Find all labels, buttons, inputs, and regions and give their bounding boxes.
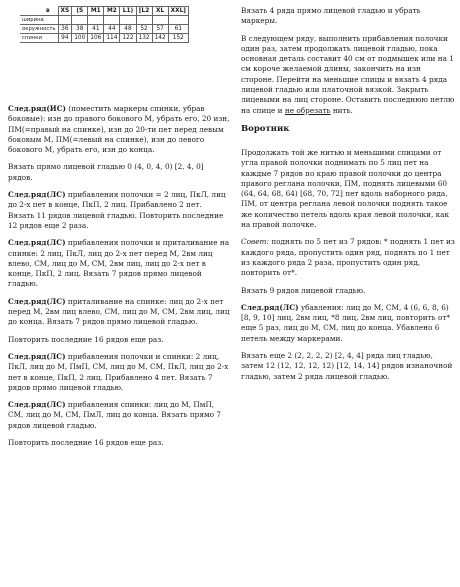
size-col: M2 [104, 7, 120, 16]
cell: 61 [168, 25, 188, 34]
cell [88, 16, 104, 25]
size-table [20, 6, 189, 43]
cell: 152 [168, 34, 188, 43]
paragraph [8, 238, 230, 289]
cell: 132 [136, 34, 152, 43]
right-column [241, 6, 455, 389]
table-row [20, 16, 188, 25]
size-col: (S [72, 7, 88, 16]
row-label: ширина [20, 16, 58, 25]
cell: 114 [104, 34, 120, 43]
size-col: L1) [120, 7, 136, 16]
paragraph-text: В следующем ряду, выполнить прибавления полочки один раз, затем продолжать лицевой гладью, пока основная деталь составит 40 см от подмышек или на 1 см короче желаемой длины, закончить на изн стороне. Перейти на меньшие спицы и вязать 4 ряда лицевой гладью или платочной вязкой. Закрыть лицевыми на лиц стороне. Оставить последнюю петлю на спице и [241, 33, 455, 115]
paragraph-text: нить. [330, 105, 353, 115]
cell: 142 [152, 34, 168, 43]
underlined-text: не обрезать [284, 105, 331, 115]
paragraph: Вязать 4 ряда прямо лицевой гладью и убрать маркеры. [241, 6, 421, 26]
paragraph: Повторить последние 16 рядов еще раз. [8, 438, 164, 448]
size-col: XL [152, 7, 168, 16]
row-heading: След.ряд(ЛС) [8, 351, 66, 361]
paragraph-text: поднять по 5 пет из 7 рядов: * поднять 1 пет из каждого ряда, пропустить один ряд, поднять по 1 пет из каждого ряда 2 раза, пропустить один ряд, повторить от*. [241, 237, 455, 278]
table-row [20, 25, 188, 34]
cell: 122 [120, 34, 136, 43]
cell [104, 16, 120, 25]
table-row [20, 34, 188, 43]
cell: 52 [136, 25, 152, 34]
size-table-wrap [8, 0, 230, 104]
size-col: [L2 [136, 7, 152, 16]
row-heading: След.ряд(ИС) [8, 104, 66, 113]
cell: 94 [58, 34, 72, 43]
paragraph [8, 190, 230, 231]
size-header-row [20, 7, 188, 16]
paragraph [241, 303, 455, 344]
paragraph-text: (поместить маркеры спинки, убрав боковые): изн до правого бокового М, убрать его, 20 изн, ПМ(=правый на спинке), изн до 20-ти пет перед левым боковым М, ПМ(=левый на спинке), изн до левого бокового М, убрать его, изн до конца. [8, 104, 230, 155]
row-label: спинки [20, 34, 58, 43]
cell: 48 [120, 25, 136, 34]
paragraph [8, 104, 230, 155]
row-label: окружность [20, 25, 58, 34]
paragraph [8, 352, 230, 393]
section-heading: Воротник [241, 123, 290, 134]
paragraph [8, 400, 230, 431]
paragraph: Повторить последние 16 рядов еще раз. [8, 334, 164, 344]
paragraph: Вязать 9 рядов лицевой гладью. [241, 285, 366, 295]
paragraph-text: приталивание на спинке: лиц до 2-х пет перед М, 2вм лиц влево, СМ, лиц до М, СМ, 2вм лиц, лиц до конца. Вязать 7 рядов прямо лицевой гладью. [8, 296, 230, 327]
paragraph [241, 34, 455, 116]
paragraph: Продолжать той же нитью и меньшими спицами от угла правой полочки поднимать по 5 лиц пет на каждые 7 рядов по краю правой полочки до центра правого реглана полочки, ПМ, поднять лицевыми 60 (64, 64, 68, 64) [68, 70, 72] пет вдоль наборного ряда, ПМ, от центра реглана левой полочки поднять такое же количество петель вдоль края левой полочки, как на правой полочке. [241, 147, 450, 230]
cell: 41 [88, 25, 104, 34]
row-heading: След.ряд(ЛС) [8, 190, 66, 200]
row-heading: След.ряд(ЛС) [8, 238, 66, 248]
paragraph: Вязать еще 2 (2, 2, 2, 2) [2, 4, 4] ряда лиц гладью, затем 12 (12, 12, 12, 12) [12, 14, 14] рядов изнаночной гладью, затем 2 ряда лицевой гладью. [241, 351, 453, 381]
row-heading: След.ряд(ЛС) [241, 302, 299, 312]
size-col: XXL] [168, 7, 188, 16]
paragraph-text: прибавления полочки и приталивание на спинке: 2 лиц, ПкЛ, лиц до 2-х пет перед М, 2вм лиц влево, СМ, лиц до М, СМ, 2вм лиц, лиц до 2-х пет в конце, ПкП, 2 лиц. Вязать 7 рядов прямо лицевой гладью. [8, 238, 230, 289]
cell [120, 16, 136, 25]
cell: 44 [104, 25, 120, 34]
size-col: XS [58, 7, 72, 16]
paragraph [241, 237, 455, 278]
left-column [8, 0, 230, 455]
cell: 106 [88, 34, 104, 43]
paragraph-text: прибавления спинки: лиц до М, ПмП, СМ, лиц до М, СМ, ПмЛ, лиц до конца. Вязать прямо 7 рядов лицевой гладью. [8, 400, 221, 430]
row-heading: След.ряд(ЛС) [8, 400, 66, 410]
row-heading: След.ряд(ЛС) [8, 296, 66, 306]
paragraph-text: убавления: лиц до М, СМ, 4 (6, 6, 8, 6) [8, 9, 10] лиц, 2вм лиц, *8 лиц, 2вм лиц, повторить от* еще 5 раз, лиц до М, СМ, лиц до конца. Убавлено 6 петель между маркерами. [241, 302, 451, 343]
tip-label: Совет: [241, 237, 269, 247]
cell: 36 [58, 25, 72, 34]
cell [72, 16, 88, 25]
paragraph-text: прибавления полочки = 2 лиц, ПкЛ, лиц до 2-х пет в конце, ПкП, 2 лиц. Прибавлено 2 пет. Вязать 11 рядов лицевой гладью. Повторить последние 12 рядов еще 2 раза. [8, 190, 226, 230]
cell: 38 [72, 25, 88, 34]
paragraph-text: прибавления полочки и спинки: 2 лиц, ПкЛ, лиц до М, ПмП, СМ, лиц до М, СМ, ПкЛ, лиц до 2-х пет в конце, ПкП, 2 лиц. Прибавлено 4 пет. Вязать 7 рядов прямо лицевой гладью. [8, 351, 229, 392]
size-corner: в [46, 7, 50, 14]
cell [152, 16, 168, 25]
cell [168, 16, 188, 25]
cell [136, 16, 152, 25]
cell: 57 [152, 25, 168, 34]
size-col: M1 [88, 7, 104, 16]
cell [58, 16, 72, 25]
cell: 100 [72, 34, 88, 43]
paragraph: Вязать прямо лицевой гладью 0 (4, 0, 4, 0) [2, 4, 0] рядов. [8, 162, 204, 182]
paragraph [8, 297, 230, 328]
